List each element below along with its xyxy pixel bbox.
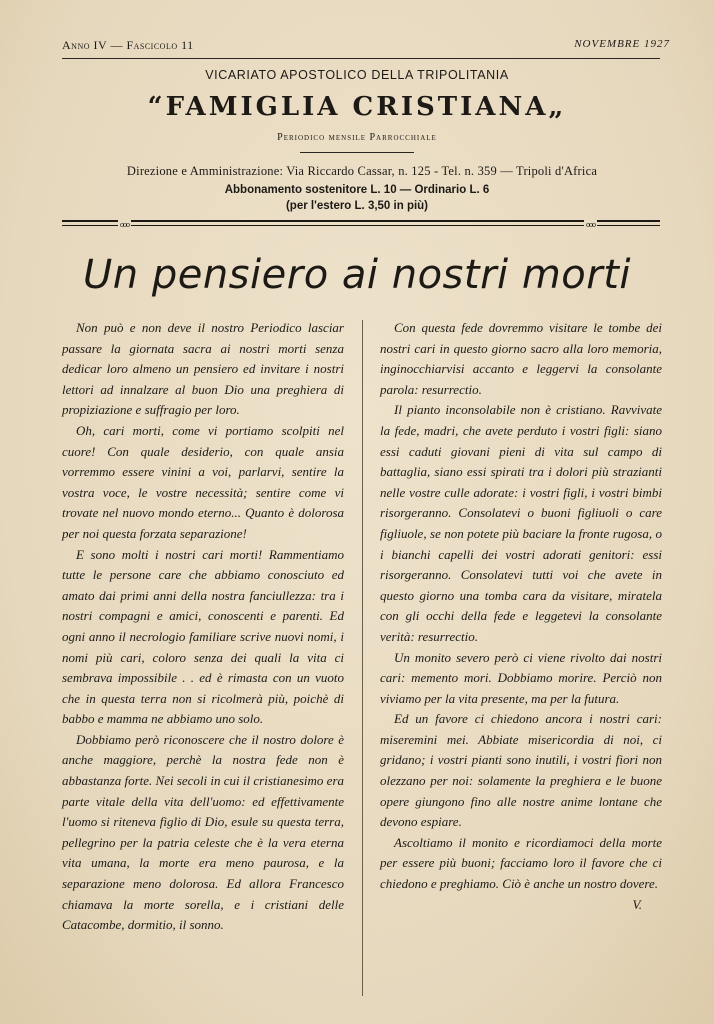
abbonamento-line: Abbonamento sostenitore L. 10 — Ordinario L. 6 <box>224 184 490 196</box>
article-column-right <box>380 318 662 915</box>
paragraph: Oh, cari morti, come vi portiamo scolpiti nel cuore! Con quale desiderio, con quale ansia vorremmo essere vinini a voi, parlarvi, sentire la vostra voce, le vostre necessità; sentire come vi trovate nel nuovo mondo eterno... Quanto è dolorosa per noi questa forzata separazione! <box>62 422 344 541</box>
paragraph: Non può e non deve il nostro Periodico lasciar passare la giornata sacra ai nostri morti senza dedicar loro almeno un pensiero ed invitare i nostri lettori ad innalzare al buon Dio una preghiera di propiziazione e suffragio per loro. <box>62 320 344 418</box>
paragraph: Un monito severo però ci viene rivolto dai nostri cari: memento mori. Dobbiamo morire. Perciò non viviamo per la vita presente, ma per la futura. <box>380 649 662 706</box>
paragraph: E sono molti i nostri cari morti! Rammentiamo tutte le persone care che abbiamo conosciuto ed amato dai primi anni della nostra fanciullezza: tra i nostri compagni e amici, conoscenti e parenti. Ed ogni anno il necrologio familiare scrive nuovi nomi, i nomi più cari, coloro senza dei quali la vita ci sembrava impossibile . . ed è rimasta con un vuoto che in questa terra non si ricolmerà più, poichè di babbo e mamma ne abbiamo uno solo. <box>62 546 344 727</box>
paragraph: Dobbiamo però riconoscere che il nostro dolore è anche maggiore, perchè la nostra fede non è abbastanza forte. Nei secoli in cui il cristianesimo era parte vitale della vita dell'uomo: ed effettivamente l'uomo si riteneva figlio di Dio, esule su questa terra, pellegrino per la patria celeste che è la vera eterna vita umana, la morte era meno paurosa, e la separazione meno dolorosa. Ed allora Francesco chiamava la morte sorella, e i cristiani delle Catacombe, dormitio, il sonno. <box>62 731 345 933</box>
masthead-title: “FAMIGLIA CRISTIANA„ <box>147 92 567 122</box>
top-rule <box>62 58 660 59</box>
issue-date: NOVEMBRE 1927 <box>574 38 670 50</box>
paragraph: Ed un favore ci chiedono ancora i nostri cari: miseremini mei. Abbiate misericordia di noi, ci gridano; i vostri pianti sono inutili, i vostri fiori non olezzano per noi: solamente la preghiera e le buone opere giungono fino alle nostre anime lontane che devono espiare. <box>380 711 662 830</box>
column-divider <box>362 320 363 996</box>
vicariato-line: VICARIATO APOSTOLICO DELLA TRIPOLITANIA <box>205 68 509 82</box>
author-signature: V. <box>632 896 642 912</box>
estero-line: (per l'estero L. 3,50 in più) <box>285 200 429 212</box>
issue-number: Anno IV — Fascicolo 11 <box>62 38 194 52</box>
paragraph: Con questa fede dovremmo visitare le tombe dei nostri cari in questo giorno sacro alla loro memoria, inginocchiarvisi accanto e leggervi la consolante parola: resurrectio. <box>380 320 662 397</box>
paragraph: Il pianto inconsolabile non è cristiano. Ravvivate la fede, madri, che avete perduto i vostri figli: siano essi caduti giovani pieni di vita sul campo di battaglia, siano essi spirati tra i dolori più strazianti nelle vostre culle adorate: i vostri figli, i vostri bimbi risorgeranno. Consolatevi o buoni figliuoli o care figliuole, se non potete più baciare la fronte rugosa, o i bianchi capelli dei vostri adorati genitori: essi risorgeranno. Consolatevi tutti voi che avete in questo giorno una tomba cara da visitare, miratela con gli occhi della fede e leggetevi la consolante verità: resurrectio. <box>380 402 662 644</box>
short-rule <box>300 152 414 153</box>
rule-ornament-right: ooo <box>586 220 595 229</box>
header-double-rule <box>62 220 660 226</box>
paragraph: Ascoltiamo il monito e ricordiamoci della morte per essere più buoni; facciamo loro il favore che ci chiedono e preghiamo. Ciò è anche un nostro dovere. <box>380 834 662 892</box>
article-title: Un pensiero ai nostri morti <box>82 252 632 298</box>
direzione-line: Direzione e Amministrazione: Via Riccardo Cassar, n. 125 - Tel. n. 359 — Tripoli d'Africa <box>126 164 598 178</box>
issue-line <box>62 38 670 53</box>
article-column-left <box>62 318 344 936</box>
rule-ornament-left: ooo <box>120 220 129 229</box>
periodico-subtitle: Periodico mensile Parrocchiale <box>277 132 437 143</box>
